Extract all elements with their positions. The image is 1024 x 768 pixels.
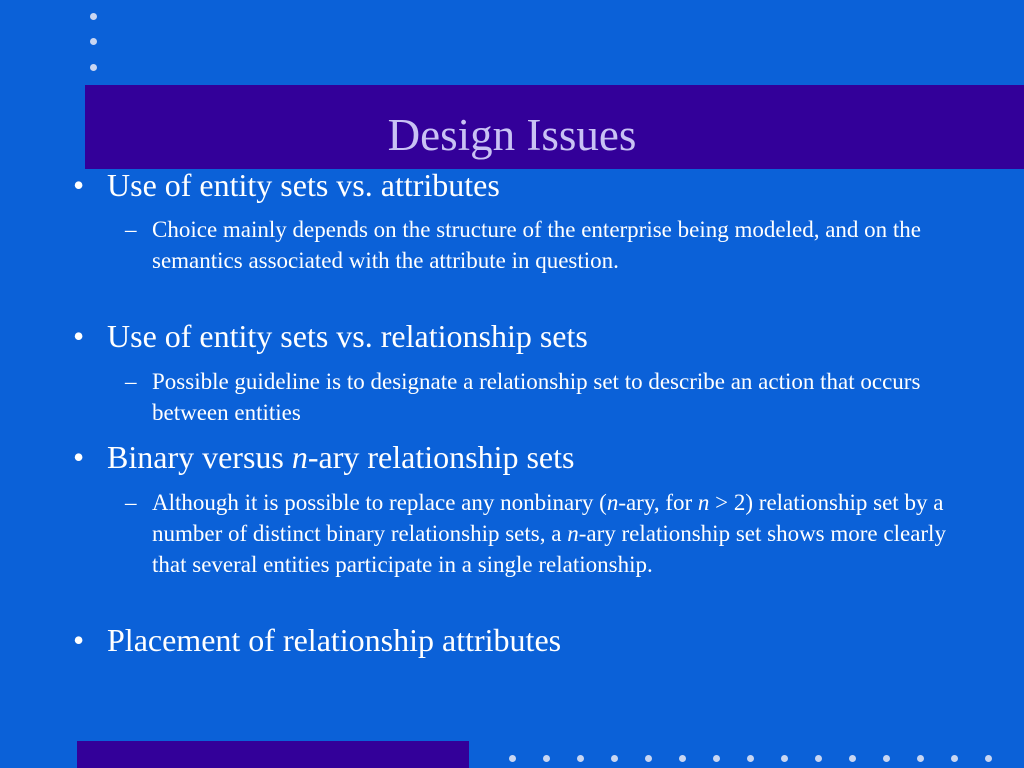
bullet-text: Use of entity sets vs. attributes bbox=[107, 167, 500, 203]
bullet-icon: • bbox=[73, 622, 85, 658]
decorative-dot bbox=[645, 755, 652, 762]
sub-bullet-text-italic: n bbox=[606, 490, 619, 515]
decorative-dot bbox=[713, 755, 720, 762]
decorative-dot bbox=[90, 38, 97, 45]
decorative-dot bbox=[849, 755, 856, 762]
decorative-dot bbox=[917, 755, 924, 762]
dash-icon: – bbox=[125, 490, 137, 515]
sub-bullet-item bbox=[125, 214, 972, 276]
decorative-dot bbox=[679, 755, 686, 762]
sub-bullet-text: Possible guideline is to designate a relationship set to describe an action that occurs between entities bbox=[152, 369, 921, 425]
bullet-item bbox=[73, 166, 500, 204]
sub-bullet-item bbox=[125, 366, 972, 428]
decorative-dot bbox=[509, 755, 516, 762]
decorative-dot bbox=[815, 755, 822, 762]
decorative-dot bbox=[577, 755, 584, 762]
sub-bullet-text: Choice mainly depends on the structure of the enterprise being modeled, and on the semantics associated with the attribute in question. bbox=[152, 217, 921, 273]
dash-icon: – bbox=[125, 369, 137, 394]
decorative-dot bbox=[781, 755, 788, 762]
decorative-dot bbox=[747, 755, 754, 762]
decorative-dot bbox=[985, 755, 992, 762]
bullet-icon: • bbox=[73, 318, 85, 354]
decorative-dot bbox=[543, 755, 550, 762]
bullet-text-italic: n bbox=[291, 439, 308, 475]
bullet-item bbox=[73, 317, 588, 355]
slide-title: Design Issues bbox=[387, 110, 637, 160]
sub-bullet-text-italic: n bbox=[697, 490, 710, 515]
bullet-icon: • bbox=[73, 439, 85, 475]
bullet-text-part: -ary relationship sets bbox=[307, 439, 575, 475]
decorative-dot bbox=[90, 13, 97, 20]
decorative-dot bbox=[883, 755, 890, 762]
decorative-dot bbox=[611, 755, 618, 762]
sub-bullet-text: -ary relationship set shows more clearly that several entities participate in a single relationship. bbox=[152, 521, 946, 577]
sub-bullet-text: -ary, for bbox=[618, 490, 698, 515]
bullet-text-part: Binary versus bbox=[107, 439, 292, 475]
bullet-text: Placement of relationship attributes bbox=[107, 622, 562, 658]
bullet-item bbox=[73, 621, 562, 659]
sub-bullet-item bbox=[125, 487, 972, 580]
sub-bullet-text-italic: n bbox=[567, 521, 579, 546]
bullet-item bbox=[73, 438, 575, 476]
dash-icon: – bbox=[125, 217, 137, 242]
bottom-band bbox=[77, 741, 469, 768]
decorative-dot bbox=[90, 64, 97, 71]
sub-bullet-text: Although it is possible to replace any nonbinary ( bbox=[152, 490, 607, 515]
bullet-text: Use of entity sets vs. relationship sets bbox=[107, 318, 588, 354]
sub-bullet-text: > 2) relationship set by a number of distinct binary relationship sets, a bbox=[152, 490, 944, 546]
decorative-dot bbox=[951, 755, 958, 762]
bullet-icon: • bbox=[73, 167, 85, 203]
